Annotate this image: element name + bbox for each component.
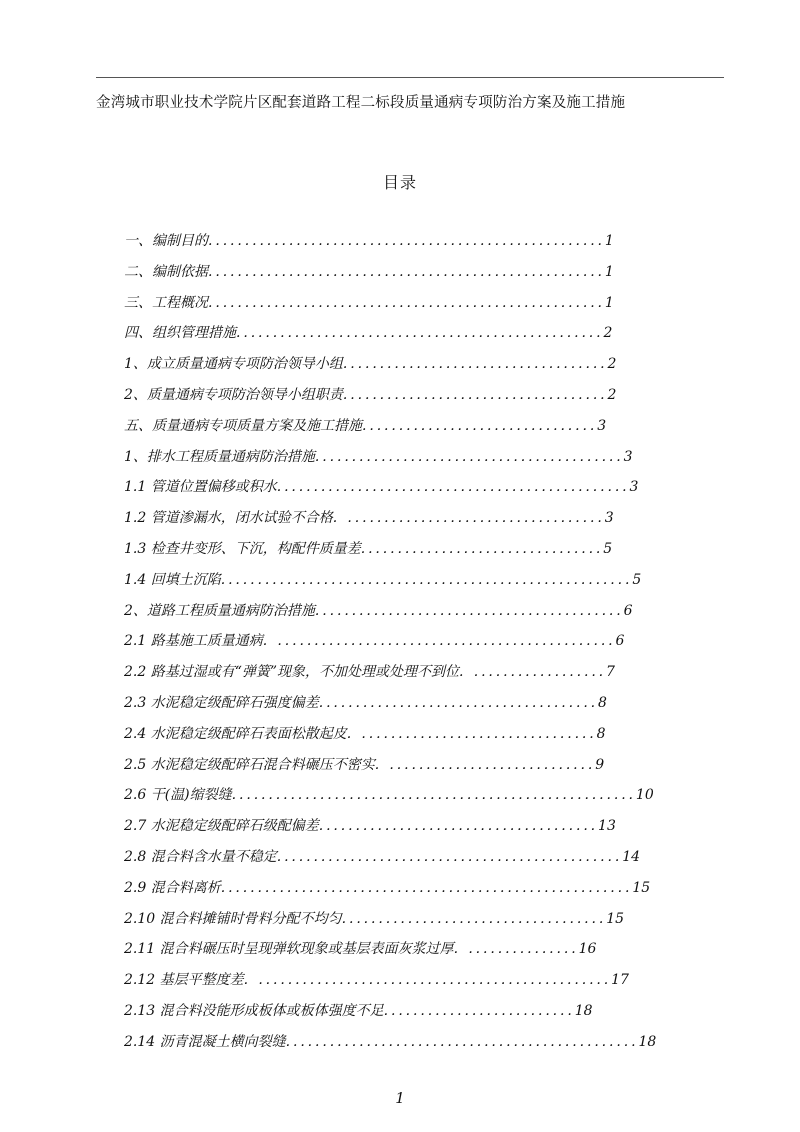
toc-entry-leader-dots: .......................... <box>383 1002 575 1019</box>
toc-entry[interactable] <box>124 691 700 722</box>
toc-entry-page-number: 2 <box>607 356 617 373</box>
toc-entry-label: 一、编制目的 <box>124 233 208 249</box>
toc-entry-label: 2.14 沥青混凝土横向裂缝 <box>124 1033 286 1050</box>
toc-entry-leader-dots: ........................................................ <box>220 571 633 588</box>
toc-entry[interactable] <box>124 907 700 938</box>
toc-entry-leader-dots: . ............... <box>453 941 579 958</box>
toc-entry[interactable] <box>124 1030 700 1061</box>
toc-entry[interactable] <box>124 414 700 445</box>
toc-entry-label: 2.3 水泥稳定级配碎石强度偏差 <box>124 694 319 711</box>
toc-entry-leader-dots: . ............................ <box>374 756 596 773</box>
toc-entry[interactable] <box>124 506 700 537</box>
toc-entry-leader-dots: ............................................... <box>276 848 623 865</box>
toc-entry-leader-dots: . .............................................. <box>262 633 616 650</box>
toc-entry-label: 1、成立质量通病专项防治领导小组 <box>124 356 343 373</box>
toc-entry-leader-dots: ...................................................... <box>208 263 605 280</box>
toc-entry-page-number: 3 <box>604 510 614 527</box>
toc-entry-label: 2.2 路基过湿或有“弹簧”现象，不加处理或处理不到位 <box>124 664 460 681</box>
toc-entry[interactable] <box>124 722 700 753</box>
toc-heading: 目录 <box>382 173 417 192</box>
toc-entry-label: 2.12 基层平整度差 <box>124 972 244 989</box>
toc-entry-page-number: 15 <box>606 910 625 927</box>
toc-entry[interactable] <box>124 352 700 383</box>
toc-entry-label: 1.4 回填土沉陷 <box>124 571 221 588</box>
toc-entry-label: 2.7 水泥稳定级配碎石级配偏差 <box>124 818 319 835</box>
toc-entry-label: 1.2 管道渗漏水，闭水试验不合格 <box>124 510 333 527</box>
toc-entry-label: 2.6 干(温)缩裂缝 <box>124 787 232 804</box>
toc-entry[interactable] <box>124 968 700 999</box>
toc-entry-page-number: 18 <box>638 1033 657 1050</box>
toc-entry-page-number: 10 <box>635 787 654 804</box>
toc-entry-leader-dots: ................................ <box>362 417 598 434</box>
toc-entry[interactable] <box>124 814 700 845</box>
header-rule <box>96 77 724 78</box>
toc-entry-page-number: 1 <box>604 294 614 311</box>
toc-entry-label: 二、编制依据 <box>124 263 208 280</box>
toc-entry-label: 2.1 路基施工质量通病 <box>124 633 263 650</box>
toc-entry-leader-dots: ........................................................ <box>220 879 633 896</box>
toc-entry-page-number: 1 <box>604 233 614 249</box>
toc-entry-label: 2.4 水泥稳定级配碎石表面松散起皮 <box>124 725 347 742</box>
toc-entry-label: 五、质量通病专项质量方案及施工措施 <box>124 417 362 434</box>
toc-entry-leader-dots: . .................. <box>459 664 607 681</box>
toc-entry-page-number: 17 <box>611 972 629 989</box>
toc-entry-label: 1.1 管道位置偏移或积水 <box>124 479 277 496</box>
toc-entry-label: 2.5 水泥稳定级配碎石混合料碾压不密实 <box>124 756 375 773</box>
toc-entry-leader-dots: .......................................... <box>314 602 624 619</box>
toc-entry-page-number: 15 <box>632 879 651 896</box>
toc-entry-page-number: 6 <box>623 602 633 619</box>
toc-entry-leader-dots: ................................. <box>360 540 604 557</box>
toc-entry-leader-dots: .................................................. <box>236 325 604 342</box>
toc-entry[interactable] <box>124 291 700 322</box>
toc-entry-leader-dots: .................................... <box>341 910 607 927</box>
toc-entry-page-number: 3 <box>629 479 639 496</box>
toc-entry-label: 2.13 混合料没能形成板体或板体强度不足 <box>124 1002 384 1019</box>
toc-entry-page-number: 1 <box>604 263 614 280</box>
toc-entry[interactable] <box>124 937 700 968</box>
toc-entry-page-number: 5 <box>632 571 642 588</box>
toc-entry-label: 2.11 混合料碾压时呈现弹软现象或基层表面灰浆过厚 <box>124 941 454 958</box>
toc-entry[interactable] <box>124 999 700 1030</box>
toc-entry[interactable] <box>124 783 700 814</box>
toc-entry-leader-dots: ....................................................... <box>231 787 636 804</box>
toc-entry-page-number: 14 <box>622 848 641 865</box>
toc-entry[interactable] <box>124 229 700 260</box>
toc-entry-leader-dots: ................................................ <box>276 479 630 496</box>
toc-entry-page-number: 18 <box>574 1002 593 1019</box>
toc-entry-leader-dots: .................................... <box>342 356 608 373</box>
toc-entry[interactable] <box>124 568 700 599</box>
toc-entry[interactable] <box>124 876 700 907</box>
toc-entry-leader-dots: . ................................ <box>346 725 597 742</box>
document-title: 金湾城市职业技术学院片区配套道路工程二标段质量通病专项防治方案及施工措施 <box>96 95 626 111</box>
toc-entry-label: 2、质量通病专项防治领导小组职责 <box>124 386 343 403</box>
toc-entry-page-number: 3 <box>597 417 607 434</box>
toc-entry-page-number: 2 <box>607 386 617 403</box>
toc-entry-label: 1.3 检查井变形、下沉，构配件质量差 <box>124 540 361 557</box>
toc-entry-label: 2.9 混合料离析 <box>124 879 221 896</box>
toc-entry-leader-dots: . ................................................ <box>243 972 612 989</box>
toc-entry-leader-dots: .................................... <box>342 386 608 403</box>
toc-entry-page-number: 8 <box>598 694 607 711</box>
page-number: 1 <box>395 1089 405 1107</box>
toc-entry-page-number: 6 <box>615 633 625 650</box>
toc-entry-leader-dots: ...................................... <box>318 694 599 711</box>
toc-entry-leader-dots: .......................................... <box>314 448 624 465</box>
toc-entry-page-number: 5 <box>603 540 613 557</box>
toc-entry-page-number: 16 <box>578 941 597 958</box>
toc-entry[interactable] <box>124 753 700 784</box>
toc-entry-leader-dots: . ................................... <box>332 510 605 527</box>
toc-entry[interactable] <box>124 321 700 352</box>
toc-entry-label: 2、道路工程质量通病防治措施 <box>124 602 315 619</box>
toc-entry-label: 三、工程概况 <box>124 294 208 311</box>
toc-entry[interactable] <box>124 599 700 630</box>
toc-entry-leader-dots: ...................................... <box>318 818 599 835</box>
toc-entry-label: 1、排水工程质量通病防治措施 <box>124 448 315 465</box>
toc-entry-page-number: 2 <box>603 325 613 342</box>
toc-entry-label: 2.8 混合料含水量不稳定 <box>124 848 277 865</box>
toc-entry-leader-dots: ...................................................... <box>208 233 605 249</box>
toc-entry-page-number: 9 <box>595 756 605 773</box>
toc-entry-label: 2.10 混合料摊铺时骨料分配不均匀 <box>124 910 342 927</box>
toc-entry[interactable] <box>124 260 700 291</box>
toc-entry[interactable] <box>124 475 700 506</box>
toc-entry[interactable] <box>124 537 700 568</box>
toc-entry[interactable] <box>124 845 700 876</box>
toc-entry-page-number: 13 <box>598 818 616 835</box>
toc-entry-page-number: 3 <box>623 448 633 465</box>
toc-entry[interactable] <box>124 629 700 660</box>
toc-entry-label: 四、组织管理措施 <box>124 325 236 342</box>
toc-entry-leader-dots: ...................................................... <box>208 294 605 311</box>
toc-entry[interactable] <box>124 383 700 414</box>
toc-entry[interactable] <box>124 445 700 476</box>
toc-entry-leader-dots: ................................................ <box>285 1033 639 1050</box>
toc-entry-page-number: 8 <box>596 725 606 742</box>
toc-entry[interactable] <box>124 660 700 691</box>
toc-entry-page-number: 7 <box>606 664 615 681</box>
table-of-contents <box>124 229 700 1061</box>
